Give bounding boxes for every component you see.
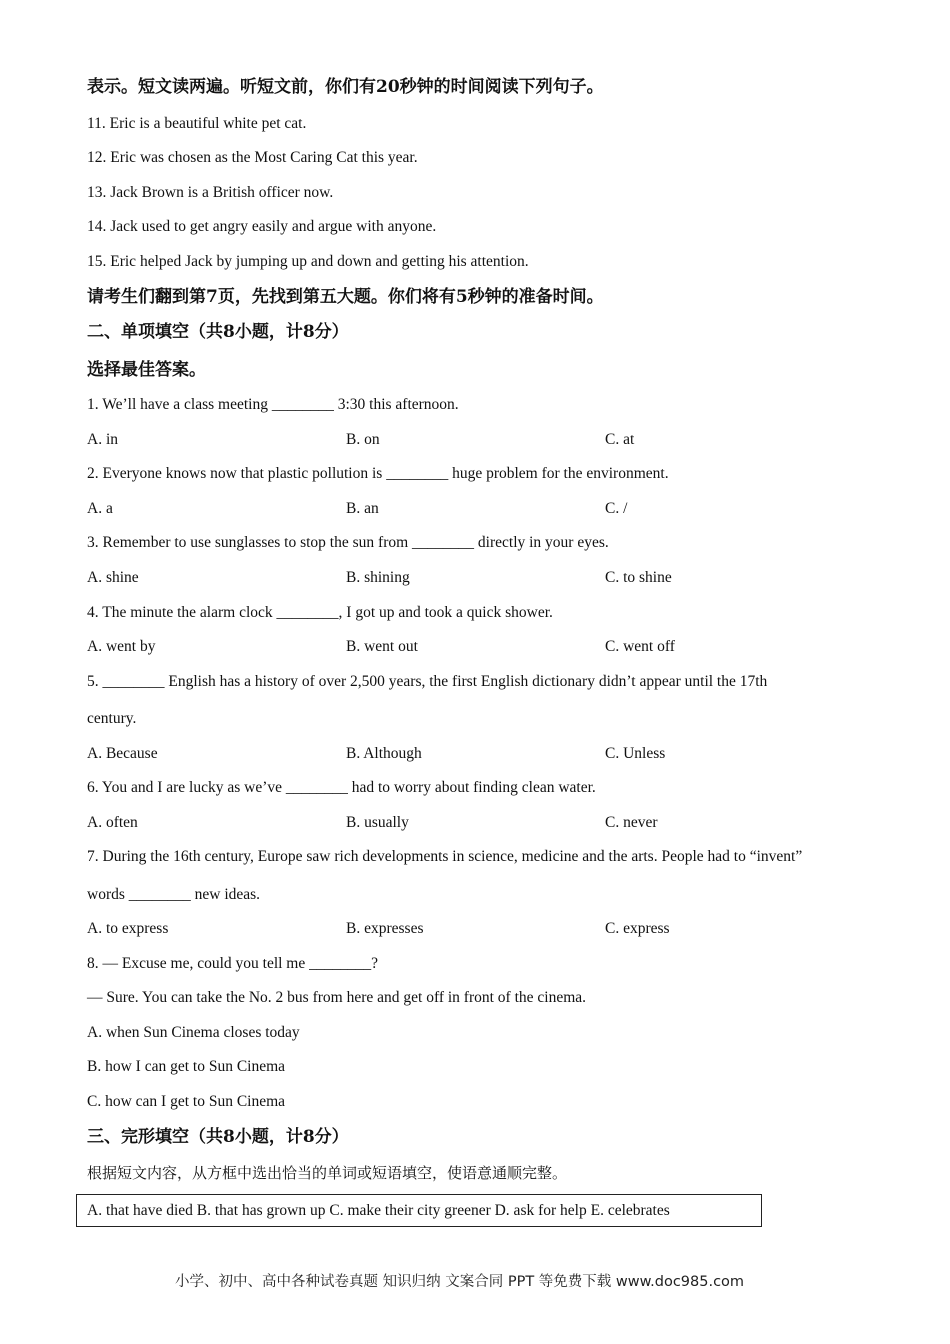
statement-13: 13. Jack Brown is a British officer now. <box>87 184 334 201</box>
q7-stem-continued: words ________ new ideas. <box>87 886 261 903</box>
q7-option-b: B. expresses <box>346 920 424 937</box>
q7-option-a: A. to express <box>87 920 169 937</box>
q8-option-c: C. how can I get to Sun Cinema <box>87 1093 286 1110</box>
q3-option-b: B. shining <box>346 569 410 586</box>
q3-option-c: C. to shine <box>605 569 672 586</box>
statement-12: 12. Eric was chosen as the Most Caring Cat this year. <box>87 149 418 166</box>
q2-stem: 2. Everyone knows now that plastic pollution is ________ huge problem for the environment. <box>87 465 669 482</box>
q4-option-a: A. went by <box>87 638 156 655</box>
statement-15: 15. Eric helped Jack by jumping up and down and getting his attention. <box>87 253 529 270</box>
q8-dialogue-reply: — Sure. You can take the No. 2 bus from here and get off in front of the cinema. <box>87 989 587 1006</box>
q5-stem-continued: century. <box>87 710 137 727</box>
word-bank-box <box>76 1194 762 1227</box>
q6-option-b: B. usually <box>346 814 409 831</box>
q2-option-b: B. an <box>346 500 379 517</box>
q7-option-c: C. express <box>605 920 670 937</box>
q8-stem: 8. — Excuse me, could you tell me ________? <box>87 955 378 972</box>
q1-stem: 1. We’ll have a class meeting ________ 3:30 this afternoon. <box>87 396 459 413</box>
q2-option-c: C. / <box>605 500 628 517</box>
q5-stem: 5. ________ English has a history of over 2,500 years, the first English dictionary didn’t appear until the 17th <box>87 673 768 690</box>
q4-option-b: B. went out <box>346 638 418 655</box>
q8-option-b: B. how I can get to Sun Cinema <box>87 1058 286 1075</box>
statement-14: 14. Jack used to get angry easily and argue with anyone. <box>87 218 437 235</box>
section3-instruction: 根据短文内容，从方框中选出恰当的单词或短语填空，使语意通顺完整。 <box>87 1164 568 1182</box>
q3-stem: 3. Remember to use sunglasses to stop the sun from ________ directly in your eyes. <box>87 534 609 551</box>
q2-option-a: A. a <box>87 500 113 517</box>
q4-stem: 4. The minute the alarm clock ________, I got up and took a quick shower. <box>87 604 553 621</box>
q6-stem: 6. You and I are lucky as we’ve ________ had to worry about finding clean water. <box>87 779 596 796</box>
q1-option-c: C. at <box>605 431 635 448</box>
section2-instruction: 选择最佳答案。 <box>87 360 206 380</box>
q5-option-a: A. Because <box>87 745 158 762</box>
turn-page-instruction: 请考生们翻到第7页，先找到第五大题。你们将有5秒钟的准备时间。 <box>87 287 604 307</box>
q7-stem: 7. During the 16th century, Europe saw rich developments in science, medicine and the arts. People had to “invent” <box>87 848 803 865</box>
q4-option-c: C. went off <box>605 638 675 655</box>
q3-option-a: A. shine <box>87 569 139 586</box>
section2-title: 二、单项填空（共8小题，计8分） <box>87 322 349 342</box>
q5-option-c: C. Unless <box>605 745 666 762</box>
section3-title: 三、完形填空（共8小题，计8分） <box>87 1127 349 1147</box>
q5-option-b: B. Although <box>346 745 422 762</box>
q8-option-a: A. when Sun Cinema closes today <box>87 1024 300 1041</box>
word-bank-options: A. that have died B. that has grown up C. make their city greener D. ask for help E. celebrates <box>87 1202 670 1219</box>
q1-option-b: B. on <box>346 431 380 448</box>
q1-option-a: A. in <box>87 431 118 448</box>
q6-option-c: C. never <box>605 814 658 831</box>
statement-11: 11. Eric is a beautiful white pet cat. <box>87 115 307 132</box>
listening-intro: 表示。短文读两遍。听短文前，你们有20秒钟的时间阅读下列句子。 <box>87 77 604 97</box>
page-footer: 小学、初中、高中各种试卷真题 知识归纳 文案合同 PPT 等免费下载 www.doc985.com <box>175 1274 745 1290</box>
q6-option-a: A. often <box>87 814 138 831</box>
